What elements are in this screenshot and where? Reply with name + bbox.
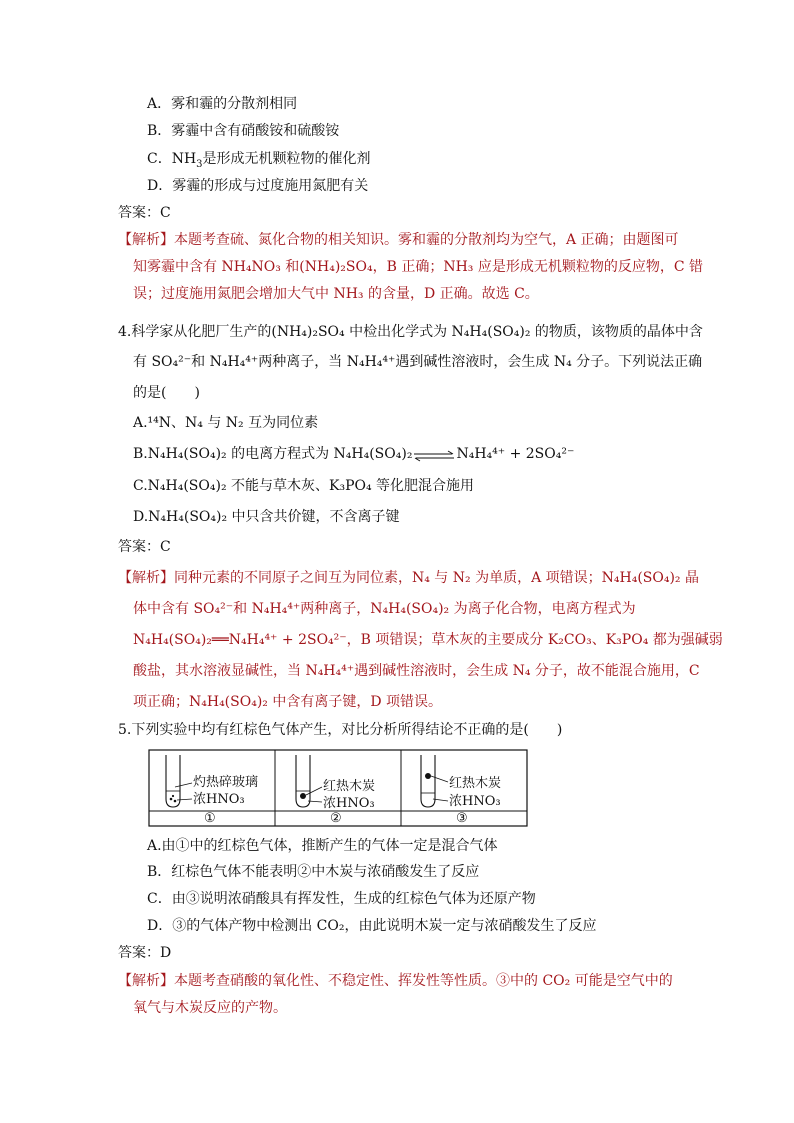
q5-option-a: A.由①中的红棕色气体，推断产生的气体一定是混合气体	[147, 838, 498, 854]
fig2-number: ②	[330, 811, 342, 826]
fig3-label-carbon: 红热木炭	[449, 776, 502, 791]
fig1-number: ①	[204, 811, 216, 826]
q3-option-c	[147, 149, 371, 169]
fig3-number: ③	[456, 811, 468, 826]
q3-option-b: B．雾霾中含有硝酸铵和硫酸铵	[147, 123, 340, 139]
q4-analysis-line2: 体中含有 SO₄²⁻和 N₄H₄⁴⁺两种离子，N₄H₄(SO₄)₂ 为离子化合物，电离方程式为	[133, 601, 636, 617]
q3-analysis-line1	[118, 230, 679, 250]
q4-analysis-text1: 同种元素的不同原子之间互为同位素，N₄ 与 N₂ 为单质，A 项错误；N₄H₄(SO₄)₂ 晶	[174, 570, 699, 586]
q3-answer: 答案：C	[118, 205, 171, 221]
q4-option-b-post: N₄H₄⁴⁺ + 2SO₄²⁻	[456, 446, 575, 462]
q4-stem-line1: 4.科学家从化肥厂生产的(NH₄)₂SO₄ 中检出化学式为 N₄H₄(SO₄)₂ 的物质，该物质的晶体中含	[118, 324, 703, 340]
q4-stem-line2: 有 SO₄²⁻和 N₄H₄⁴⁺两种离子，当 N₄H₄⁴⁺遇到碱性溶液时，会生成 N₄ 分子。下列说法正确	[133, 354, 703, 370]
q5-analysis-line2: 氧气与木炭反应的产物。	[133, 1000, 287, 1016]
q3-option-a: A．雾和霾的分散剂相同	[147, 96, 298, 112]
q3-analysis-text1: 本题考查硫、氮化合物的相关知识。雾和霾的分散剂均为空气，A 正确；由题图可	[174, 232, 679, 248]
q4-option-a: A.¹⁴N、N₄ 与 N₂ 互为同位素	[133, 415, 319, 431]
q3-option-c-post: 是形成无机颗粒物的催化剂	[202, 151, 371, 167]
q3-option-c-pre: C．NH	[147, 151, 197, 167]
q4-analysis-line5: 项正确；N₄H₄(SO₄)₂ 中含有离子键，D 项错误。	[133, 694, 443, 710]
q4-analysis-line1	[118, 568, 699, 588]
q5-option-d: D．③的气体产物中检测出 CO₂，由此说明木炭一定与浓硝酸发生了反应	[147, 918, 597, 934]
q3-option-c-sub: 3	[196, 158, 203, 170]
reversible-arrow-icon	[412, 448, 456, 460]
fig2-label-carbon: 红热木炭	[323, 779, 376, 794]
q4-option-b	[133, 444, 574, 464]
q4-option-d: D.N₄H₄(SO₄)₂ 中只含共价键，不含离子键	[133, 509, 400, 525]
fig1-label-acid: 浓HNO₃	[193, 792, 245, 807]
analysis-tag: 【解析】	[118, 570, 174, 586]
analysis-tag: 【解析】	[118, 973, 174, 989]
q5-analysis-text1: 本题考查硝酸的氧化性、不稳定性、挥发性等性质。③中的 CO₂ 可能是空气中的	[174, 973, 673, 989]
q5-stem: 5.下列实验中均有红棕色气体产生，对比分析所得结论不正确的是( )	[118, 722, 563, 738]
q5-experiment-figure	[148, 749, 528, 827]
q4-stem-line3: 的是( )	[133, 385, 200, 401]
q5-analysis-line1	[118, 971, 673, 991]
q4-option-b-pre: B.N₄H₄(SO₄)₂ 的电离方程式为 N₄H₄(SO₄)₂	[133, 446, 413, 462]
q3-analysis-line2: 知雾霾中含有 NH₄NO₃ 和(NH₄)₂SO₄，B 正确；NH₃ 应是形成无机颗粒物的反应物，C 错	[133, 259, 704, 275]
q5-option-c: C．由③说明浓硝酸具有挥发性，生成的红棕色气体为还原产物	[147, 891, 536, 907]
q4-answer: 答案：C	[118, 539, 171, 555]
q5-option-b: B．红棕色气体不能表明②中木炭与浓硝酸发生了反应	[147, 864, 480, 880]
fig2-label-acid: 浓HNO₃	[323, 796, 375, 811]
q3-option-d: D．雾霾的形成与过度施用氮肥有关	[147, 178, 369, 194]
analysis-tag: 【解析】	[118, 232, 174, 248]
fig3-label-acid: 浓HNO₃	[449, 794, 501, 809]
q3-analysis-line3: 误；过度施用氮肥会增加大气中 NH₃ 的含量，D 正确。故选 C。	[133, 286, 539, 302]
fig1-label-glass: 灼热碎玻璃	[193, 775, 259, 790]
q4-analysis-line4: 酸盐，其水溶液显碱性，当 N₄H₄⁴⁺遇到碱性溶液时，会生成 N₄ 分子，故不能混合施用，C	[133, 663, 700, 679]
q4-analysis-line3: N₄H₄(SO₄)₂══N₄H₄⁴⁺ + 2SO₄²⁻，B 项错误；草木灰的主要成分 K₂CO₃、K₃PO₄ 都为强碱弱	[133, 632, 723, 648]
q5-answer: 答案：D	[118, 945, 172, 961]
q4-option-c: C.N₄H₄(SO₄)₂ 不能与草木灰、K₃PO₄ 等化肥混合施用	[133, 478, 475, 494]
